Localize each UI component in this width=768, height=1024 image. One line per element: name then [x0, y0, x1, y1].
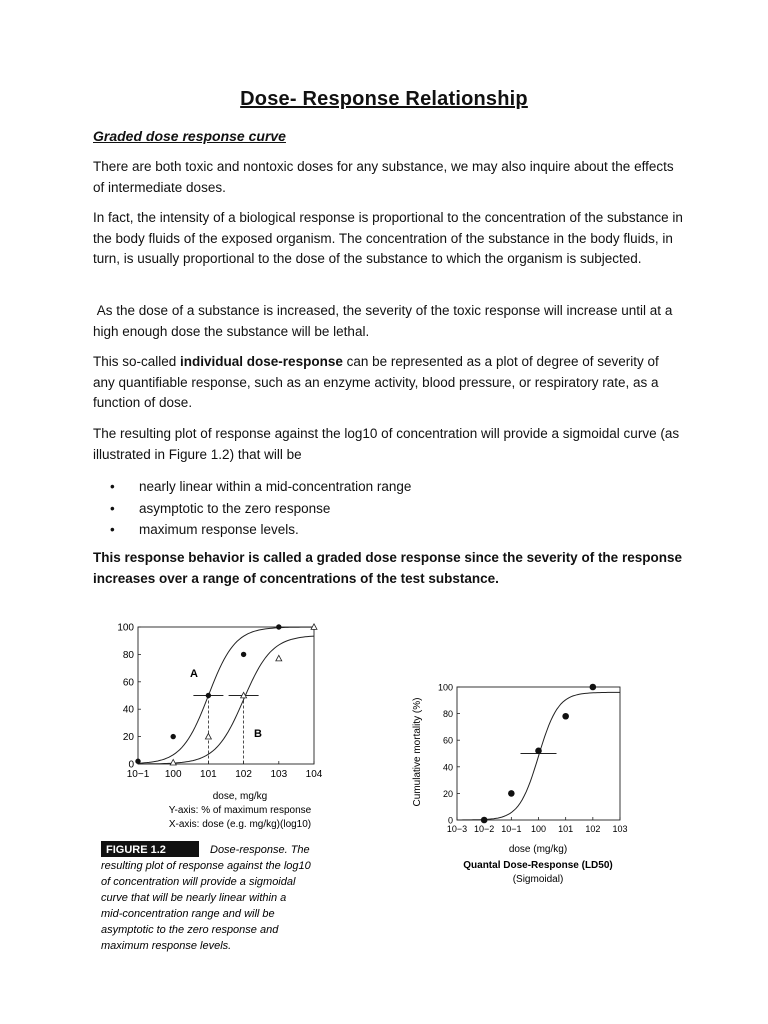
bullet-icon: •	[110, 522, 115, 537]
paragraph-3: As the dose of a substance is increased, the severity of the toxic response will increase until at a high enough dose the substance will be lethal.	[93, 303, 677, 339]
figure-2-xlabel: dose (mg/kg)	[508, 844, 568, 855]
figure-caption-line: Dose-response. The	[210, 844, 310, 856]
x-tick-label: 10−3	[446, 824, 468, 834]
data-point	[535, 748, 542, 755]
paragraph-1: There are both toxic and nontoxic doses for any substance, we may also inquire about the effects of intermediate doses.	[93, 159, 674, 195]
data-point-triangle	[170, 759, 176, 765]
data-point	[135, 759, 140, 764]
list-item	[110, 498, 411, 520]
bullet-text: maximum response levels.	[139, 522, 299, 537]
bullet-icon: •	[110, 479, 115, 494]
sigmoid-curve	[138, 627, 314, 763]
figure-caption-line: curve that will be nearly linear within a	[101, 892, 287, 904]
figure-2-axes	[438, 683, 628, 835]
paragraph-2: In fact, the intensity of a biological response is proportional to the concentration of the substance in the body fluids of the exposed organism. The concentration of the substance in the body fluids, in turn, is usually proportional to the dose of the substance to which the organism is subjected.	[93, 210, 683, 266]
sigmoid-curve	[457, 692, 620, 820]
data-point	[276, 624, 281, 629]
x-tick-label: 102	[585, 824, 601, 834]
figure-2-points	[481, 684, 596, 824]
data-point	[481, 817, 488, 824]
x-tick-label: 101	[558, 824, 574, 834]
figure-caption-line: of concentration will provide a sigmoidal	[101, 876, 296, 888]
y-tick-label: 20	[122, 732, 134, 744]
section-subheading: Graded dose response curve	[93, 128, 286, 144]
x-tick-label: 10−1	[126, 769, 150, 780]
y-tick-label: 20	[442, 788, 453, 799]
figure-1-yaxis-note: Y-axis: % of maximum response	[168, 805, 312, 816]
curve-a-label: A	[190, 668, 198, 680]
figure-1-chart	[100, 615, 340, 960]
y-tick-label: 80	[122, 649, 134, 661]
figure-caption-line: mid-concentration range and will be	[101, 908, 275, 920]
data-point	[241, 652, 246, 657]
bullet-list	[110, 476, 411, 541]
y-tick-label: 40	[122, 704, 134, 716]
y-tick-label: 100	[117, 622, 134, 634]
x-tick-label: 102	[235, 769, 252, 780]
figure-2-curves	[457, 692, 620, 820]
y-tick-label: 80	[442, 709, 453, 720]
x-tick-label: 103	[270, 769, 288, 780]
x-tick-label: 10−1	[501, 824, 522, 834]
y-tick-label: 60	[122, 677, 134, 689]
data-point	[590, 684, 597, 691]
paragraph-4-text: This so-called	[93, 354, 181, 369]
x-tick-label: 103	[612, 824, 628, 834]
paragraph-4-bold-term: individual dose-response	[180, 354, 343, 369]
figure-caption-line: asymptotic to the zero response and	[101, 924, 279, 936]
data-point	[508, 790, 515, 797]
y-tick-label: 100	[437, 682, 453, 693]
figure-1-points	[135, 624, 317, 765]
figure-2-chart	[405, 670, 650, 890]
figure-1-xaxis-note: X-axis: dose (e.g. mg/kg)(log10)	[168, 819, 312, 830]
figure-2-subtitle: (Sigmoidal)	[512, 874, 564, 885]
paragraph-4	[93, 352, 683, 414]
figure-1-axes	[117, 623, 322, 781]
y-tick-label: 60	[442, 735, 453, 746]
figure-1-curves	[138, 627, 314, 764]
y-tick-label: 40	[442, 762, 453, 773]
x-tick-label: 10−2	[474, 824, 495, 834]
paragraph-4-text-end: can be represented as a plot of degree of severity of any quantifiable response, such as an enzyme activity, blood pressure, or respiratory rate, as a function of dose.	[93, 354, 659, 410]
figure-caption-line: maximum response levels.	[101, 940, 232, 952]
x-tick-label: 100	[530, 824, 547, 834]
list-item	[110, 476, 411, 498]
x-tick-label: 101	[200, 769, 217, 780]
data-point	[206, 693, 211, 698]
paragraph-5: The resulting plot of response against the log10 of concentration will provide a sigmoidal curve (as illustrated in Figure 1.2) that will be	[93, 426, 680, 462]
data-point-triangle	[276, 655, 282, 661]
conclusion-paragraph: This response behavior is called a graded dose response since the severity of the response increases over a range of concentrations of the test substance.	[93, 550, 682, 586]
y-tick-label: 0	[128, 759, 134, 771]
bullet-text: nearly linear within a mid-concentration range	[139, 479, 412, 494]
figure-2-title: Quantal Dose-Response (LD50)	[463, 860, 613, 871]
x-tick-label: 100	[164, 769, 182, 780]
bullet-icon: •	[110, 500, 115, 516]
figure-caption-line: resulting plot of response against the log10	[101, 860, 311, 872]
figure-2-ylabel: Cumulative mortality (%)	[412, 697, 423, 807]
data-point	[171, 734, 176, 739]
bullet-text: asymptotic to the zero response	[139, 500, 331, 516]
figure-1-xlabel: dose, mg/kg	[212, 791, 268, 802]
page-title: Dose- Response Relationship	[240, 88, 528, 110]
data-point-triangle	[205, 733, 211, 739]
x-tick-label: 104	[305, 769, 323, 780]
plot-frame	[138, 627, 314, 764]
data-point	[562, 713, 569, 720]
figure-caption-label: FIGURE 1.2	[106, 844, 166, 856]
curve-b-label: B	[254, 728, 262, 740]
list-item	[110, 519, 411, 541]
y-tick-label: 0	[447, 815, 453, 826]
